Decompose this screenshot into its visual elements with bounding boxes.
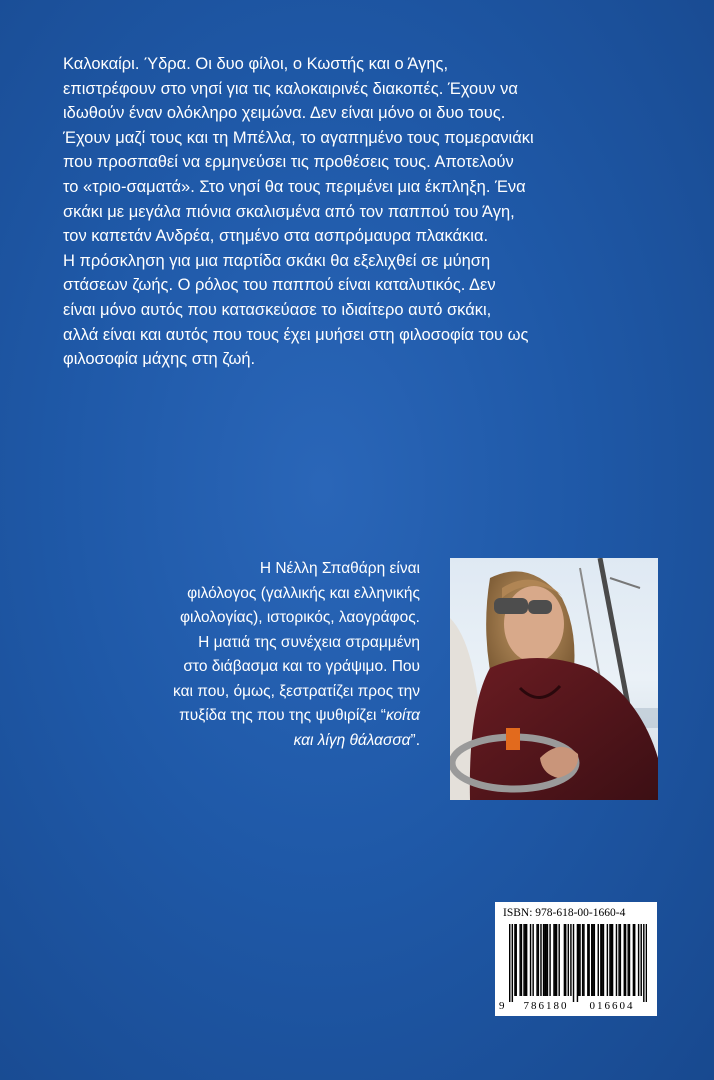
author-bio: [120, 557, 420, 753]
ean-first-digit: 9: [499, 1000, 505, 1012]
blurb-line: το «τριο-σαματά». Στο νησί θα τους περιμένει μια έκπληξη. Ένα: [63, 177, 526, 196]
barcode-bar: [579, 924, 580, 996]
author-photo: [450, 558, 658, 800]
bio-line: και που, όμως, ξεστρατίζει προς την: [173, 682, 420, 700]
blurb-line: φιλοσοφία μάχης στη ζωή.: [63, 350, 256, 369]
barcode-bar: [618, 924, 619, 996]
barcode-bar: [591, 924, 592, 996]
barcode-bar: [620, 924, 621, 996]
bio-line: Η ματιά της συνέχεια στραμμένη: [198, 633, 420, 651]
barcode-bar: [516, 924, 517, 996]
barcode-bar: [587, 924, 588, 996]
barcode-bar: [525, 924, 526, 996]
barcode-bar: [629, 924, 630, 996]
barcode-bar: [519, 924, 520, 996]
ean-right-digits: 016604: [589, 1000, 635, 1012]
barcode-bar: [601, 924, 602, 996]
barcode-bar: [627, 924, 628, 996]
barcode-icon: [509, 924, 647, 1002]
blurb-line: που προσπαθεί να ερμηνεύσει τις προθέσεις τους. Αποτελούν: [63, 153, 514, 172]
blurb-line: επιστρέφουν στο νησί για τις καλοκαιρινές διακοπές. Έχουν να: [63, 79, 518, 98]
barcode-box: [495, 902, 657, 1016]
barcode-bar: [643, 924, 644, 1002]
blurb-line: είναι μόνο αυτός που κατασκεύασε το ιδιαίτερο αυτό σκάκι,: [63, 300, 492, 319]
barcode-bar: [540, 924, 541, 996]
barcode-bar: [514, 924, 515, 996]
barcode-bar: [544, 924, 545, 996]
barcode-bar: [532, 924, 533, 996]
barcode-bar: [568, 924, 569, 996]
barcode-bar: [509, 924, 510, 1002]
barcode-bar: [646, 924, 647, 1002]
barcode-bar: [556, 924, 557, 996]
bio-italic-phrase: κοίτα: [385, 707, 420, 724]
isbn-label: ISBN: 978-618-00-1660-4: [503, 907, 626, 919]
barcode-bar: [538, 924, 539, 996]
barcode-bar: [582, 924, 583, 996]
barcode-bar: [616, 924, 617, 996]
barcode-bar: [633, 924, 634, 996]
blurb-line: Η πρόσκληση για μια παρτίδα σκάκι θα εξελιχθεί σε μύηση: [63, 251, 491, 270]
barcode-bar: [555, 924, 556, 996]
barcode-bar: [600, 924, 601, 996]
blurb-line: Έχουν μαζί τους και τη Μπέλλα, το αγαπημένο τους πομερανιάκι: [63, 128, 534, 147]
barcode-bar: [594, 924, 595, 996]
ean-left-digits: 786180: [523, 1000, 569, 1012]
barcode-bar: [612, 924, 613, 996]
barcode-bar: [512, 924, 513, 1002]
bio-line-text: πυξίδα της που της ψυθιρίζει “: [179, 707, 386, 724]
blurb-line: τον καπετάν Ανδρέα, στημένο στα ασπρόμαυρα πλακάκια.: [63, 227, 489, 246]
blurb-line: Καλοκαίρι. Ύδρα. Οι δυο φίλοι, ο Κωστής και ο Άγης,: [63, 55, 449, 73]
blurb-line: αλλά είναι και αυτός που τους έχει μυήσει στη φιλοσοφία του ως: [63, 325, 529, 344]
bio-line: [120, 729, 420, 754]
barcode-bar: [598, 924, 599, 996]
barcode-bar: [625, 924, 626, 996]
barcode-bar: [526, 924, 527, 996]
blurb-line: σκάκι με μεγάλα πιόνια σκαλισμένα από τον παππού του Άγη,: [63, 202, 515, 221]
ean-digits: [499, 1000, 645, 1012]
barcode-bar: [578, 924, 579, 996]
blurb-line: στάσεων ζωής. Ο ρόλος του παππού είναι καταλυτικός. Δεν: [63, 276, 496, 295]
barcode-bar: [638, 924, 639, 996]
barcode-bar: [603, 924, 604, 996]
barcode-bar: [545, 924, 546, 996]
barcode-bar: [634, 924, 635, 996]
bio-line: [120, 704, 420, 729]
barcode-bar: [530, 924, 531, 996]
barcode-bar: [577, 924, 578, 1002]
barcode-bar: [565, 924, 566, 996]
barcode-bar: [640, 924, 641, 996]
bio-line: φιλολογίας), ιστορικός, λαογράφος.: [179, 609, 420, 626]
barcode-bar: [570, 924, 571, 996]
barcode-bar: [583, 924, 584, 996]
barcode-bar: [549, 924, 550, 996]
barcode-bar: [521, 924, 522, 996]
bio-line: φιλόλογος (γαλλικής και ελληνικής: [187, 584, 420, 602]
barcode-bar: [543, 924, 544, 996]
barcode-bar: [523, 924, 524, 996]
barcode-bar: [624, 924, 625, 996]
barcode-bar: [536, 924, 537, 996]
bio-line: στο διάβασμα και το γράψιμο. Που: [183, 658, 420, 675]
barcode-bar: [607, 924, 608, 996]
blurb-text: [63, 52, 673, 372]
barcode-bar: [592, 924, 593, 996]
barcode-bar: [547, 924, 548, 996]
bio-quote-close: ”.: [410, 731, 420, 749]
barcode-bar: [611, 924, 612, 996]
barcode-bar: [573, 924, 574, 1002]
barcode-bar: [564, 924, 565, 996]
barcode-bar: [588, 924, 589, 996]
bio-italic-phrase: και λίγη θάλασσα: [293, 731, 411, 749]
blurb-line: ιδωθούν έναν ολόκληρο χειμώνα. Δεν είναι μόνο οι δυο τους.: [63, 104, 506, 123]
barcode-bar: [609, 924, 610, 996]
barcode-bar: [553, 924, 554, 996]
bio-line: Η Νέλλη Σπαθάρη είναι: [259, 560, 420, 577]
barcode-bar: [558, 924, 559, 996]
